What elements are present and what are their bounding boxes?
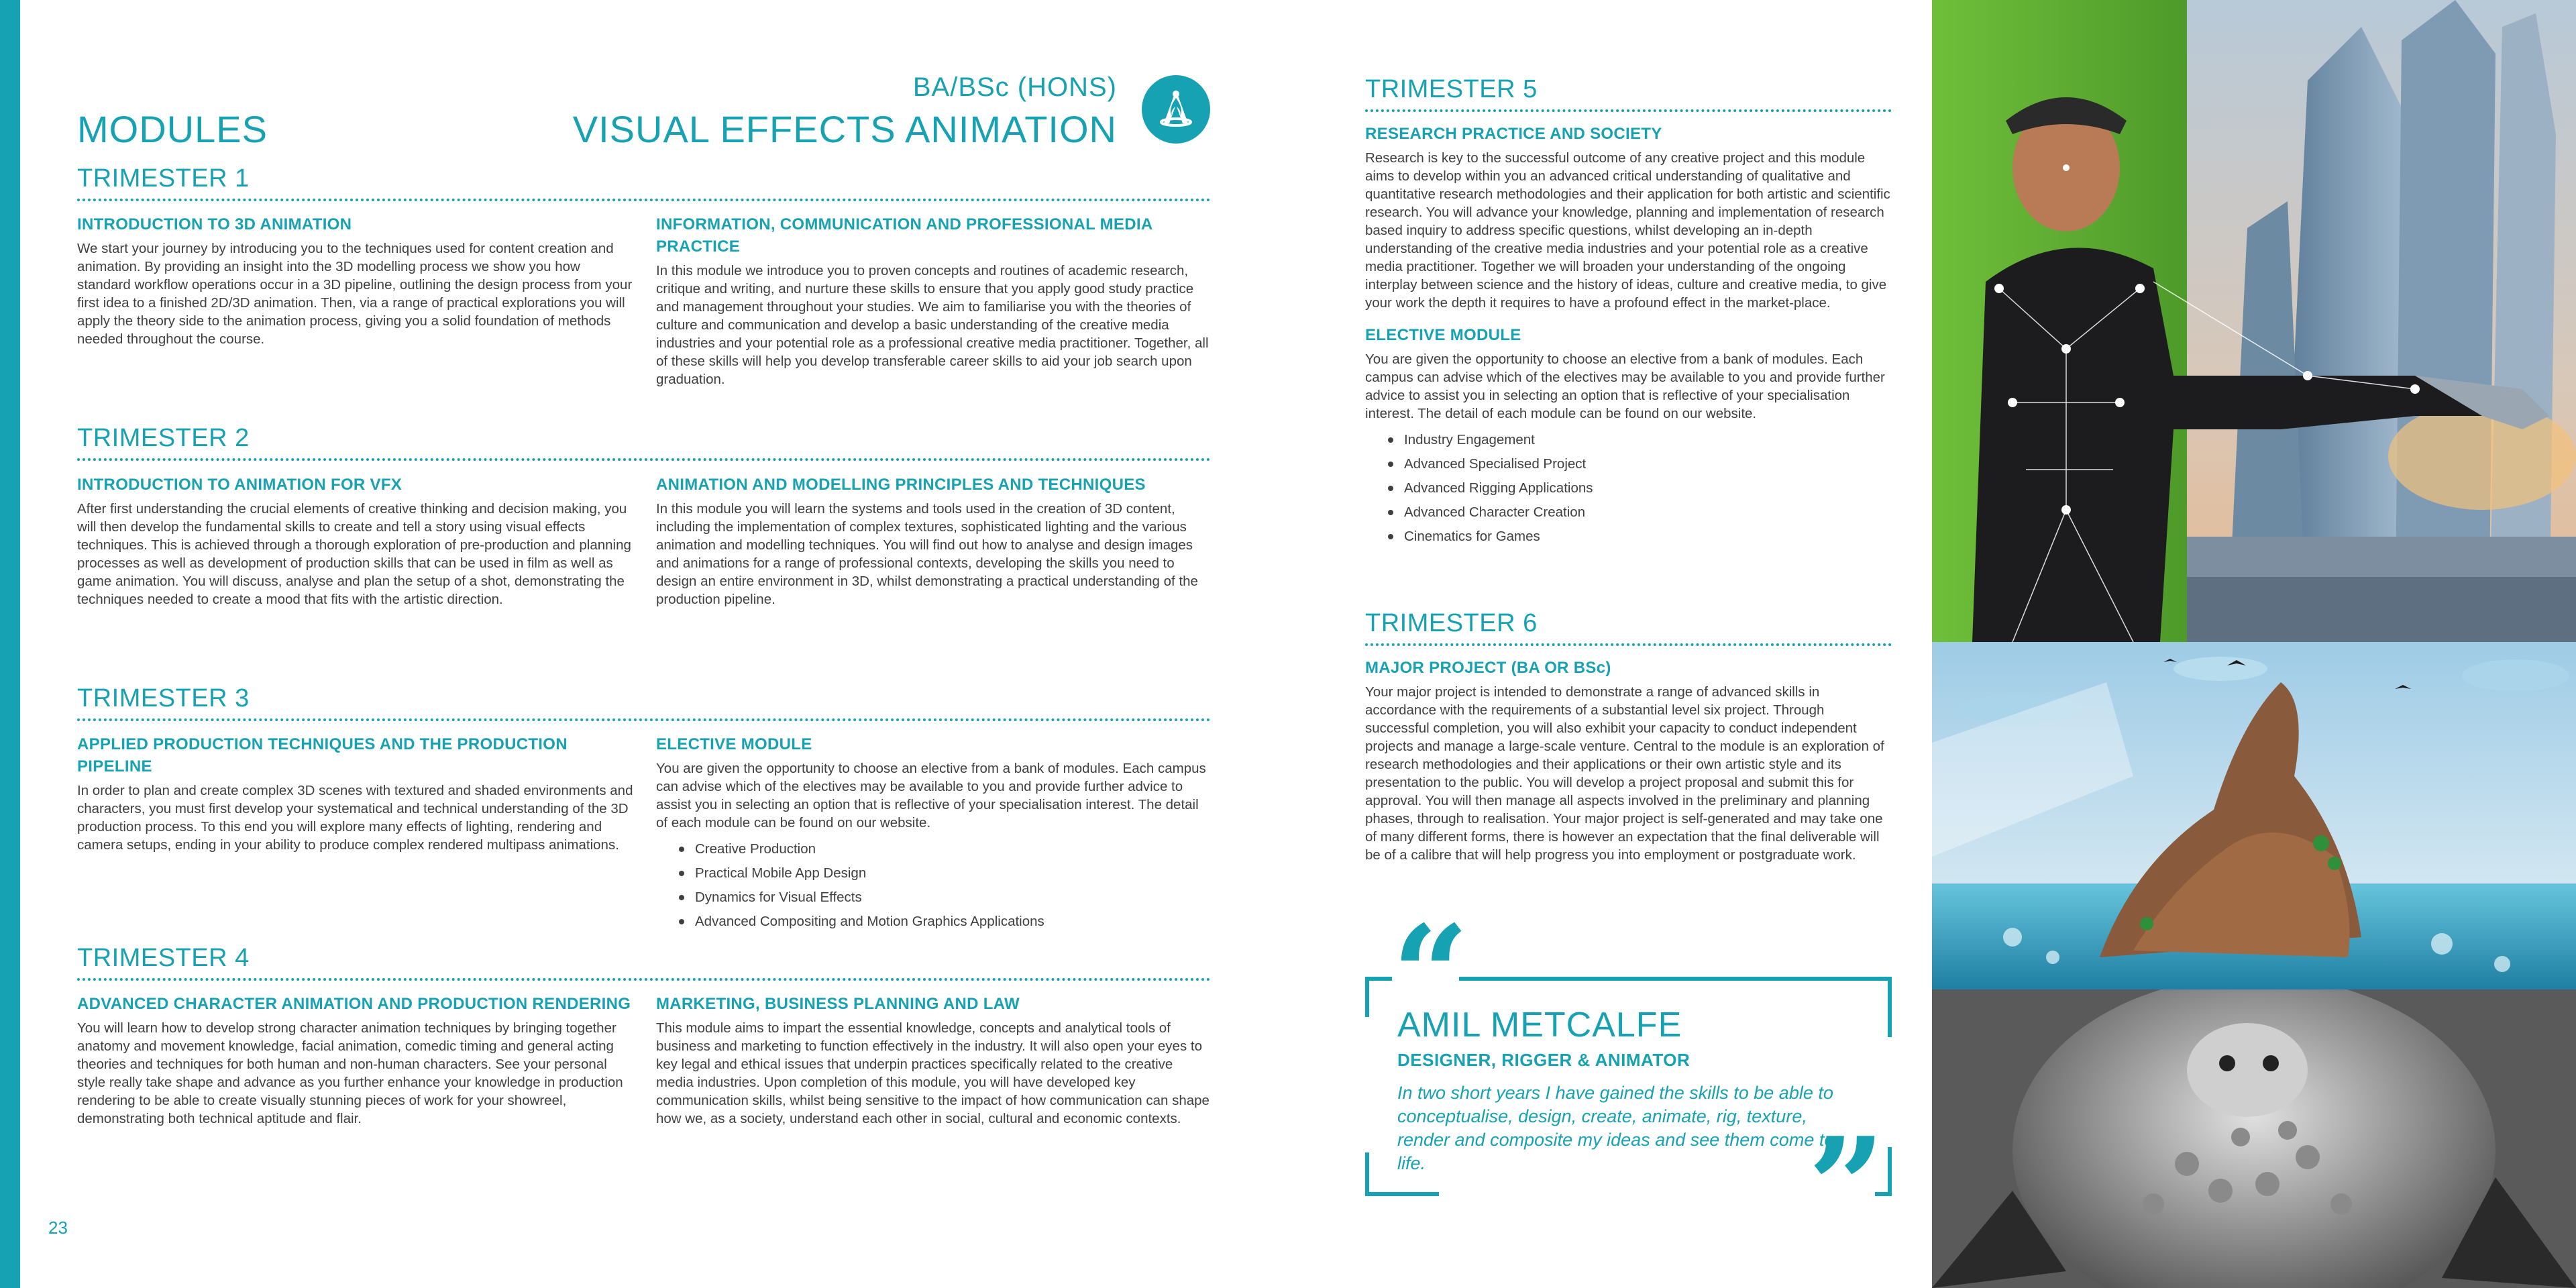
trimester-2-heading: TRIMESTER 2 [77, 424, 1211, 461]
module-title: APPLIED PRODUCTION TECHNIQUES AND THE PRODUCTION PIPELINE [77, 735, 568, 775]
trimester-3-heading: TRIMESTER 3 [77, 684, 1211, 721]
quote-frame-line [1365, 1152, 1369, 1196]
close-quote-icon: ” [1808, 1108, 1886, 1266]
photo-motion-capture [1932, 0, 2576, 642]
module-title: MARKETING, BUSINESS PLANNING AND LAW [656, 995, 1020, 1013]
module-description: You are given the opportunity to choose an elective from a bank of modules. Each campus can advise which of the electives may be available to you and provide further advice to assist you in selecting an option that is reflective of your specialisation interest. The detail of each module can be found on our website. [1365, 352, 1885, 421]
module-description: This module aims to impart the essential knowledge, concepts and analytical tools of business and marketing to function effectively in the industry. It will also open your eyes to key legal and ethical issues that underpin practices specifically related to the creative media industries. Upon completion of this module, you will have developed key communication skills, whilst being sensitive to the impact of how communication can shape how we, as a society, understand each other in social, cultural and economic contexts. [656, 1020, 1210, 1126]
module-title: ELECTIVE MODULE [1365, 326, 1521, 344]
open-quote-icon: “ [1392, 896, 1470, 1054]
module-title: ADVANCED CHARACTER ANIMATION AND PRODUCTION RENDERING [77, 995, 631, 1013]
quote-author-role: DESIGNER, RIGGER & ANIMATOR [1397, 1050, 1690, 1070]
list-item: Advanced Compositing and Motion Graphics Applications [656, 910, 1213, 934]
module-intro-animation-vfx [77, 474, 634, 608]
trimester-6-heading: TRIMESTER 6 [1365, 609, 1892, 646]
testimonial-quote [1365, 896, 1892, 1266]
trimester-5-heading: TRIMESTER 5 [1365, 75, 1892, 112]
quote-author-name: AMIL METCALFE [1397, 1006, 1682, 1044]
module-title: ANIMATION AND MODELLING PRINCIPLES AND TECHNIQUES [656, 476, 1146, 494]
module-description: Your major project is intended to demonstrate a range of advanced skills in accordance with the requirements of a substantial level six project. Through successful completion, you will also exhibit your capacity to conduct independent projects and manage a large-scale venture. Central to the module is an exploration of research methodologies and their applications or their own artistic style and its presentation to the public. You will develop a project proposal and submit this for approval. You will then manage all aspects involved in the preliminary and planning phases, through to realisation. Your major project is self-generated and may take one of many different forms, there is however an expectation that the final deliverable will be of a calibre that will help progress you into employment or postgraduate work. [1365, 684, 1884, 863]
module-title: INTRODUCTION TO 3D ANIMATION [77, 215, 352, 233]
quote-text: In two short years I have gained the skills to be able to conceptualise, design, create, animate, rig, texture, render and composite my ideas and see them come to life. [1397, 1083, 1835, 1173]
photo-grayscale-creature [1932, 989, 2576, 1288]
list-item: Practical Mobile App Design [656, 861, 1213, 885]
module-description: After first understanding the crucial elements of creative thinking and decision making, you will then develop the fundamental skills to create and tell a story using visual effects techniques. This is achieved through a thorough exploration of pre-production and planning processes as well as development of production skills that can be used in film as well as game animation. You will discuss, analyse and plan the setup of a shot, demonstrating the techniques needed to create a mood that fits with the artistic direction. [77, 501, 631, 607]
list-item: Advanced Rigging Applications [1365, 476, 1892, 500]
quote-frame-line [1888, 1147, 1892, 1196]
module-description: In this module you will learn the systems and tools used in the creation of 3D content, including the implementation of complex textures, sophisticated lighting and the various animation and modelling techniques. You will find out how to analyse and design images and animations for a range of professional contexts, developing the skills you need to design an entire environment in 3D, whilst demonstrating a practical understanding of the production pipeline. [656, 501, 1198, 607]
trimester-5-section [1365, 75, 1892, 549]
left-accent-bar [0, 0, 20, 1288]
elective-list [1365, 428, 1892, 549]
module-advanced-character [77, 993, 634, 1128]
module-description: In order to plan and create complex 3D scenes with textured and shaded environments and characters, you must first develop your systematical and technical understanding of the 3D production process. To this end you will explore many effects of lighting, rendering and camera setups, ending in your ability to produce complex rendered multipass animations. [77, 783, 633, 853]
trimester-1-heading: TRIMESTER 1 [77, 164, 1211, 201]
quote-frame-line [1365, 977, 1369, 1017]
module-description: We start your journey by introducing you to the techniques used for content creation and animation. By providing an insight into the 3D modelling process we show you how standard workflow operations occur in a 3D pipeline, outlining the design process from your first idea to a finished 2D/3D animation. Then, via a range of practical explorations you will apply the theory side to the animation process, giving you a solid foundation of methods needed throughout the course. [77, 241, 633, 347]
list-item: Advanced Specialised Project [1365, 452, 1892, 476]
list-item: Industry Engagement [1365, 428, 1892, 452]
page-number: 23 [48, 1218, 68, 1238]
module-title: INTRODUCTION TO ANIMATION FOR VFX [77, 476, 402, 494]
module-description: Research is key to the successful outcome of any creative project and this module aims to develop within you an advanced critical understanding of qualitative and quantitative research methodologies and their application for both artistic and scientific research. You will advance your knowledge, planning and implementation of research based inquiry to address specific questions, whilst developing an in-depth understanding of the creative media industries and your potential role as a creative media practitioner. Together we will broaden your understanding of the ongoing interplay between science and the history of ideas, culture and creative media, to give your work the depth it requires to have a profound effect in the market-place. [1365, 150, 1890, 311]
module-title: RESEARCH PRACTICE AND SOCIETY [1365, 125, 1662, 143]
module-title: INFORMATION, COMMUNICATION AND PROFESSIONAL MEDIA PRACTICE [656, 215, 1152, 256]
list-item: Creative Production [656, 837, 1213, 861]
module-description: You are given the opportunity to choose an elective from a bank of modules. Each campus can advise which of the electives may be available to you and provide further advice to assist you in selecting an option that is reflective of your specialisation interest. The detail of each module can be found on our website. [656, 761, 1206, 830]
course-degree: BA/BSc (HONS) [912, 72, 1117, 102]
quote-frame-line [1888, 977, 1892, 1037]
list-item: Dynamics for Visual Effects [656, 885, 1213, 910]
section-title: MODULES [77, 108, 268, 150]
module-intro-3d-animation [77, 213, 634, 348]
photo-creature-island [1932, 642, 2576, 989]
trimester-6-section [1365, 609, 1892, 864]
module-elective-t3 [656, 733, 1213, 934]
quote-frame-line [1365, 977, 1392, 981]
sae-logo-icon [1142, 75, 1210, 144]
module-animation-modelling [656, 474, 1213, 608]
module-applied-production [77, 733, 634, 854]
quote-frame-line [1459, 977, 1892, 981]
elective-list [656, 837, 1213, 934]
course-title: VISUAL EFFECTS ANIMATION [572, 108, 1117, 150]
module-marketing-business [656, 993, 1213, 1128]
list-item: Advanced Character Creation [1365, 500, 1892, 525]
module-description: In this module we introduce you to proven concepts and routines of academic research, critique and writing, and nurture these skills to ensure that you apply good study practice and management throughout your studies. We aim to familiarise you with the theories of culture and communication and develop a basic understanding of the creative media industries and your potential role as a professional creative media practitioner. Together, all of these skills will help you develop transferable career skills to aid your job search upon graduation. [656, 263, 1209, 387]
module-title: ELECTIVE MODULE [656, 735, 812, 753]
module-title: MAJOR PROJECT (BA OR BSc) [1365, 659, 1611, 677]
module-description: You will learn how to develop strong character animation techniques by bringing together anatomy and movement knowledge, facial animation, comedic timing and general acting theories and techniques for both human and non-human characters. See your personal style really take shape and advance as you further enhance your knowledge in production rendering to be able to create visually stunning pieces of work for your showreel, demonstrating both technical aptitude and flair. [77, 1020, 623, 1126]
quote-frame-line [1365, 1192, 1439, 1196]
module-info-comm-practice [656, 213, 1213, 388]
list-item: Cinematics for Games [1365, 525, 1892, 549]
trimester-4-heading: TRIMESTER 4 [77, 944, 1211, 981]
